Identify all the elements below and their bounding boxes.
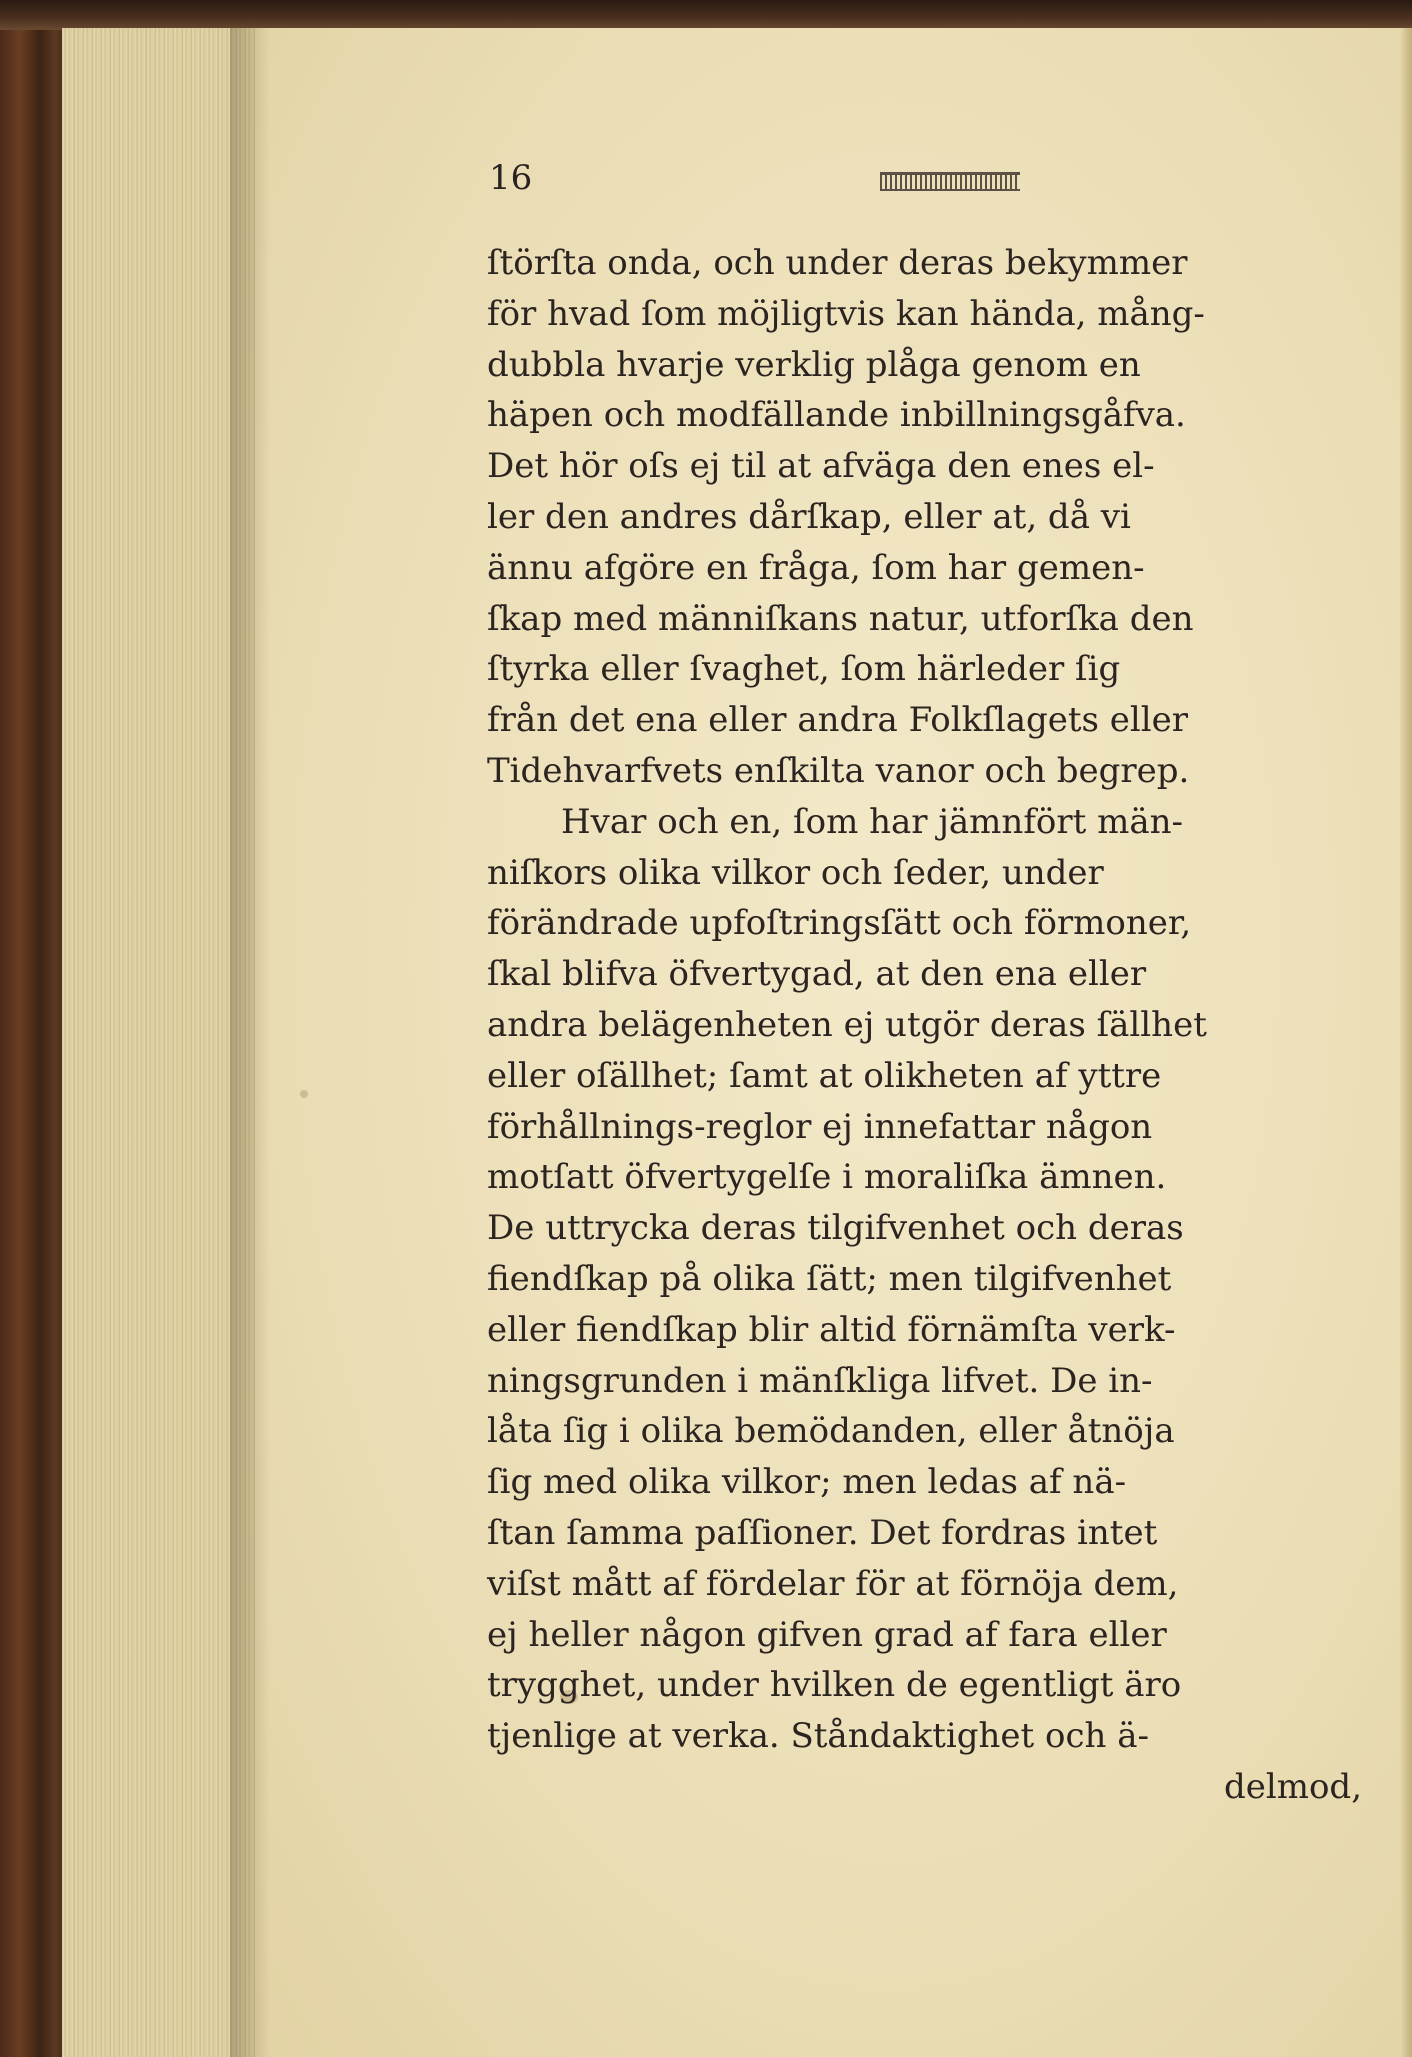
- text-line: niſkors olika vilkor och ſeder, under: [487, 852, 1104, 893]
- page-number: 16: [489, 158, 533, 198]
- text-line: Hvar och en, ſom har jämnfört män-: [561, 801, 1183, 842]
- text-line: tjenlige at verka. Ståndaktighet och ä-: [487, 1716, 1150, 1757]
- text-line: ningsgrunden i mänſkliga lifvet. De in-: [487, 1360, 1153, 1401]
- text-line: från det ena eller andra Folkſlagets eller: [487, 700, 1189, 741]
- text-line: låta ſig i olika bemödanden, eller åtnöja: [487, 1411, 1175, 1452]
- text-line: ej heller någon gifven grad af fara eller: [487, 1614, 1167, 1655]
- text-line: ſkap med männiſkans natur, utforſka den: [487, 598, 1194, 639]
- catchword: delmod,: [1223, 1766, 1362, 1807]
- text-line: förhållnings-reglor ej innefattar någon: [487, 1106, 1153, 1147]
- text-line: för hvad ſom möjligtvis kan hända, mång-: [487, 293, 1205, 334]
- text-line: fiendſkap på olika ſätt; men tilgifvenhet: [487, 1258, 1172, 1299]
- paper-stain: [300, 1090, 308, 1098]
- text-line: ſtyrka eller ſvaghet, ſom härleder ſig: [487, 649, 1121, 690]
- binding-top: [0, 0, 1412, 30]
- text-line: Tidehvarfvets enſkilta vanor och begrep.: [487, 750, 1190, 791]
- text-line: andra belägenheten ej utgör deras ſällhet: [487, 1004, 1207, 1045]
- text-line: eller oſällhet; ſamt at olikheten af yttre: [487, 1055, 1162, 1096]
- text-line: viſst mått af fördelar för at förnöja dem,: [487, 1563, 1179, 1604]
- text-line: eller fiendſkap blir altid förnämſta verk-: [487, 1309, 1176, 1350]
- text-line: häpen och modfällande inbillningsgåfva.: [487, 395, 1186, 436]
- text-line: ſig med olika vilkor; men ledas af nä-: [487, 1462, 1127, 1503]
- text-line: trygghet, under hvilken de egentligt äro: [487, 1665, 1182, 1706]
- text-line: De uttrycka deras tilgifvenhet och deras: [487, 1208, 1184, 1249]
- text-line: Det hör oſs ej til at afväga den enes el-: [487, 446, 1155, 487]
- text-line: ſtörſta onda, och under deras bekymmer: [487, 243, 1188, 283]
- text-line: ännu afgöre en fråga, ſom har gemen-: [487, 547, 1145, 588]
- gutter-shadow: [230, 28, 270, 2057]
- body-text: [487, 238, 1362, 1813]
- text-line: ler den andres dårſkap, eller at, då vi: [487, 496, 1131, 537]
- text-line: motſatt öfvertygelſe i moraliſka ämnen.: [487, 1157, 1167, 1198]
- text-line: dubbla hvarje verklig plåga genom en: [487, 344, 1141, 385]
- page-right-edge: [1400, 28, 1412, 2057]
- text-line: ſtan ſamma paſſioner. Det fordras intet: [487, 1512, 1158, 1553]
- headpiece-ornament: [880, 172, 1020, 191]
- text-line: förändrade upfoſtringsſätt och förmoner,: [487, 903, 1192, 944]
- text-line: ſkal blifva öfvertygad, at den ena eller: [487, 954, 1147, 995]
